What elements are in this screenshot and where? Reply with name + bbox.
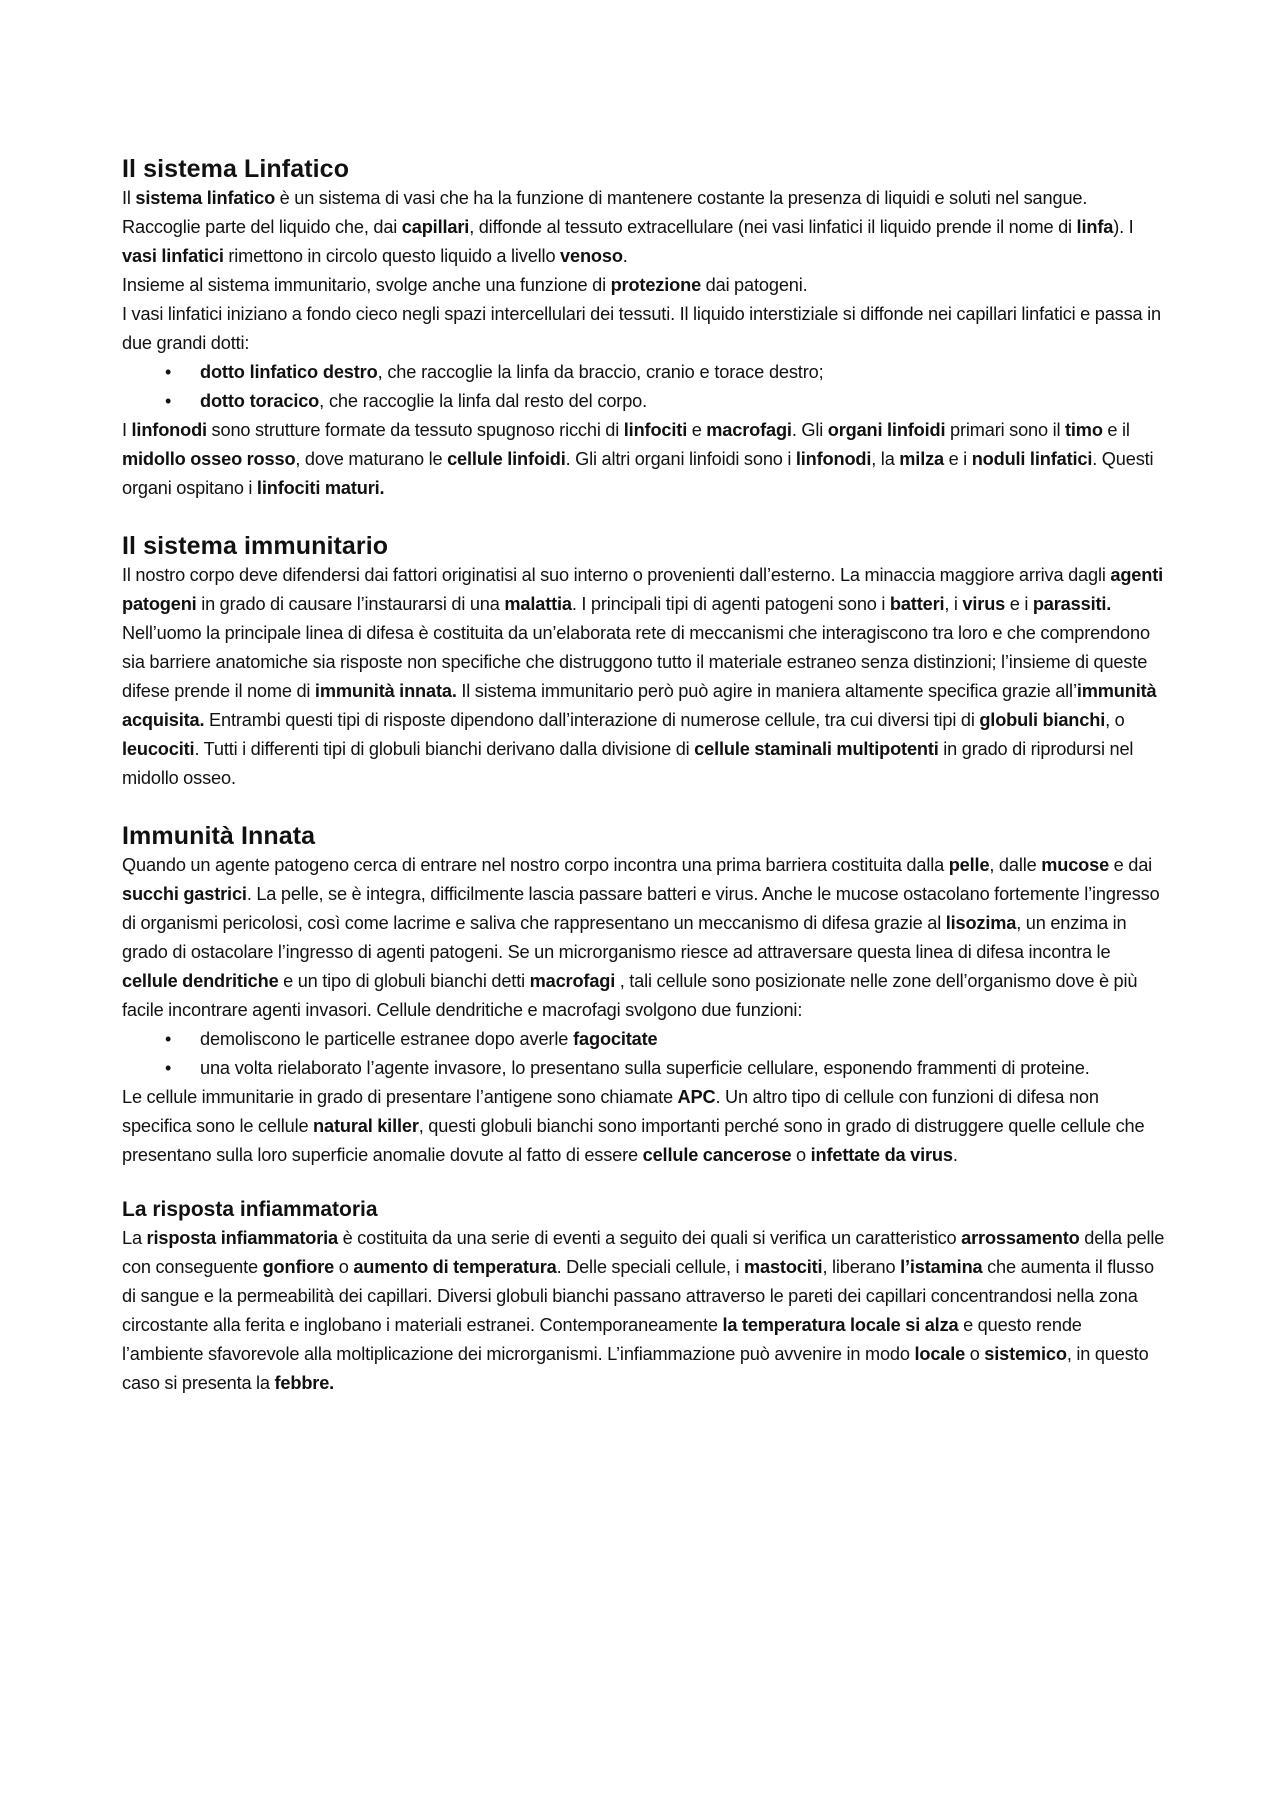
bold-term: immunità acquisita. <box>122 681 1157 730</box>
text-run: , tali cellule sono posizionate nelle zone dell’organismo dove è più facile incontrare agenti invasori. Cellule dendritiche e macrofagi svolgono due funzioni: <box>122 971 1138 1020</box>
bold-term: organi linfoidi <box>827 420 946 440</box>
bold-term: capillari <box>401 217 470 237</box>
text-run: . Delle speciali cellule, i <box>556 1257 744 1277</box>
text-run: Quando un agente patogeno cerca di entrare nel nostro corpo incontra una prima barriera costituita dalla <box>122 855 949 875</box>
text-run: è un sistema di vasi che ha la funzione di mantenere costante la presenza di liquidi e soluti nel sangue. Raccoglie parte del liquido che, dai <box>122 188 1088 237</box>
bold-term: gonfiore <box>262 1257 335 1277</box>
bold-term: dotto toracico <box>200 391 320 411</box>
bold-term: sistema linfatico <box>135 188 276 208</box>
bold-term: vasi linfatici <box>122 246 224 266</box>
text-run: , questi globuli bianchi sono importanti perché sono in grado di distruggere quelle cellule che presentano sulla loro superficie anomalie dovute al fatto di essere <box>122 1116 1145 1165</box>
text-run: , in questo caso si presenta la <box>122 1344 1149 1393</box>
paragraph-infiammatoria <box>122 1224 1167 1398</box>
bold-term: la temperatura locale si alza <box>722 1315 959 1335</box>
heading-sistema-immunitario: Il sistema immunitario <box>122 532 389 560</box>
bold-term: mastociti <box>743 1257 823 1277</box>
bold-term: malattia <box>504 594 572 614</box>
text-run: , liberano <box>822 1257 901 1277</box>
list-item <box>165 1025 1167 1054</box>
text-run: e i <box>944 449 972 469</box>
bold-term: linfa <box>1076 217 1114 237</box>
text-run: . <box>622 246 628 266</box>
bold-term: macrofagi <box>706 420 792 440</box>
bold-term: risposta infiammatoria <box>146 1228 339 1248</box>
bold-term: linfociti maturi. <box>256 478 385 498</box>
heading-immunita-innata: Immunità Innata <box>122 822 316 850</box>
text-run: . Tutti i differenti tipi di globuli bianchi derivano dalla divisione di <box>194 739 695 759</box>
bold-term: milza <box>899 449 945 469</box>
text-run: dai patogeni. <box>701 275 808 295</box>
bold-term: venoso <box>560 246 623 266</box>
section-immunita-innata <box>122 821 1167 1170</box>
text-run: Il nostro corpo deve difendersi dai fattori originatisi al suo interno o provenienti dall’esterno. La minaccia maggiore arriva dagli <box>122 565 1111 585</box>
section-risposta-infiammatoria <box>122 1196 1167 1398</box>
text-run: o <box>334 1257 354 1277</box>
bold-term: lisozima <box>945 913 1017 933</box>
heading-sistema-linfatico: Il sistema Linfatico <box>122 155 350 183</box>
text-run: sono strutture formate da tessuto spugnoso ricchi di <box>206 420 624 440</box>
text-run: e <box>687 420 707 440</box>
text-run: e questo rende l’ambiente sfavorevole alla moltiplicazione dei microrganismi. L’infiammazione può avvenire in modo <box>122 1315 1082 1364</box>
bold-term: pelle <box>948 855 990 875</box>
heading-risposta-infiammatoria: La risposta infiammatoria <box>122 1198 378 1221</box>
text-run: e un tipo di globuli bianchi detti <box>278 971 530 991</box>
bold-term: cellule cancerose <box>642 1145 792 1165</box>
bold-term: parassiti. <box>1032 594 1112 614</box>
text-run: , o <box>1105 710 1125 730</box>
text-run: Il sistema immunitario però può agire in maniera altamente specifica grazie all’ <box>456 681 1077 701</box>
section-sistema-immunitario <box>122 531 1167 793</box>
bold-term: febbre. <box>274 1373 335 1393</box>
bold-term: noduli linfatici <box>971 449 1093 469</box>
text-run: ). I <box>1113 217 1134 237</box>
bold-term: cellule dendritiche <box>122 971 279 991</box>
text-run: . I principali tipi di agenti patogeni sono i <box>571 594 890 614</box>
text-run: , dalle <box>989 855 1042 875</box>
text-run: Insieme al sistema immunitario, svolge anche una funzione di <box>122 275 611 295</box>
text-run: della pelle con conseguente <box>122 1228 1165 1277</box>
text-run: in grado di riprodursi nel midollo osseo. <box>122 739 1134 788</box>
bold-term: dotto linfatico destro <box>200 362 378 382</box>
text-run: demoliscono le particelle estranee dopo averle <box>200 1029 574 1049</box>
bold-term: linfonodi <box>131 420 207 440</box>
bullet-icon: • <box>165 1029 172 1049</box>
bold-term: macrofagi <box>529 971 616 991</box>
document-page <box>122 154 1167 1398</box>
text-run: La <box>122 1228 147 1248</box>
text-run: primari sono il <box>945 420 1065 440</box>
text-run: Entrambi questi tipi di risposte dipendono dall’interazione di numerose cellule, tra cui diversi tipi di <box>204 710 980 730</box>
bold-term: batteri <box>889 594 945 614</box>
bold-term: immunità innata. <box>314 681 457 701</box>
text-run: I vasi linfatici iniziano a fondo cieco negli spazi intercellulari dei tessuti. Il liquido interstiziale si diffonde nei capillari linfatici e passa in due grandi dotti: <box>122 304 1161 353</box>
bold-term: fagocitate <box>573 1029 658 1049</box>
bold-term: linfonodi <box>795 449 872 469</box>
paragraph-innata-intro <box>122 851 1167 1025</box>
bold-term: linfociti <box>623 420 688 440</box>
text-run: Le cellule immunitarie in grado di presentare l’antigene sono chiamate <box>122 1087 678 1107</box>
list-item <box>165 358 1167 387</box>
bold-term: locale <box>914 1344 966 1364</box>
bold-term: aumento di temperatura <box>353 1257 557 1277</box>
text-run: I <box>122 420 132 440</box>
text-run: una volta rielaborato l’agente invasore, lo presentano sulla superficie cellulare, esponendo frammenti di proteine. <box>200 1058 1090 1078</box>
text-run: , i <box>944 594 963 614</box>
text-run: , un enzima in grado di ostacolare l’ingresso di agenti patogeni. Se un microrganismo riesce ad attraversare questa linea di difesa incontra le <box>122 913 1127 962</box>
text-run: , che raccoglie la linfa da braccio, cranio e torace destro; <box>377 362 824 382</box>
text-run: Il <box>122 188 136 208</box>
bold-term: protezione <box>610 275 702 295</box>
bold-term: arrossamento <box>961 1228 1080 1248</box>
list-funzioni <box>122 1025 1167 1083</box>
text-run: . Questi organi ospitano i <box>122 449 1154 498</box>
text-run: in grado di causare l’instaurarsi di una <box>196 594 505 614</box>
bullet-icon: • <box>165 1058 172 1078</box>
text-run: . Un altro tipo di cellule con funzioni di difesa non specifica sono le cellule <box>122 1087 1099 1136</box>
bold-term: agenti patogeni <box>122 565 1164 614</box>
text-run: , la <box>871 449 900 469</box>
text-run: . Gli altri organi linfoidi sono i <box>565 449 796 469</box>
bold-term: l’istamina <box>900 1257 983 1277</box>
list-item <box>165 387 1167 416</box>
paragraph-linfonodi <box>122 416 1167 503</box>
text-run: rimettono in circolo questo liquido a livello <box>223 246 561 266</box>
paragraph-linfatico-intro <box>122 184 1167 358</box>
text-run: è costituita da una serie di eventi a seguito dei quali si verifica un caratteristico <box>338 1228 962 1248</box>
bold-term: cellule linfoidi <box>447 449 566 469</box>
bullet-icon: • <box>165 362 172 382</box>
text-run: . <box>952 1145 958 1165</box>
text-run: , che raccoglie la linfa dal resto del corpo. <box>319 391 648 411</box>
text-run: e i <box>1005 594 1033 614</box>
bold-term: sistemico <box>984 1344 1067 1364</box>
bold-term: infettate da virus <box>810 1145 953 1165</box>
bold-term: timo <box>1064 420 1103 440</box>
bullet-icon: • <box>165 391 172 411</box>
text-run: e il <box>1102 420 1130 440</box>
bold-term: virus <box>962 594 1006 614</box>
bold-term: globuli bianchi <box>979 710 1106 730</box>
bold-term: succhi gastrici <box>122 884 247 904</box>
bold-term: natural killer <box>313 1116 419 1136</box>
bold-term: cellule staminali multipotenti <box>694 739 939 759</box>
text-run: o <box>791 1145 811 1165</box>
text-run: , dove maturano le <box>295 449 448 469</box>
section-sistema-linfatico <box>122 154 1167 503</box>
text-run: , diffonde al tessuto extracellulare (nei vasi linfatici il liquido prende il nome di <box>469 217 1077 237</box>
text-run: . Gli <box>791 420 828 440</box>
paragraph-apc <box>122 1083 1167 1170</box>
bold-term: midollo osseo rosso <box>122 449 296 469</box>
bold-term: leucociti <box>122 739 195 759</box>
text-run: e dai <box>1109 855 1153 875</box>
paragraph-immunitario <box>122 561 1167 793</box>
bold-term: mucose <box>1041 855 1110 875</box>
list-dotti-linfatici <box>122 358 1167 416</box>
text-run: . La pelle, se è integra, difficilmente lascia passare batteri e virus. Anche le mucose ostacolano fortemente l’ingresso di organismi pericolosi, così come lacrime e saliva che rappresentano un meccanismo di difesa grazie al <box>122 884 1160 933</box>
text-run: che aumenta il flusso di sangue e la permeabilità dei capillari. Diversi globuli bianchi passano attraverso le pareti dei capillari concentrandosi nella zona circostante alla ferita e inglobano i materiali estranei. Contemporaneamente <box>122 1257 1154 1335</box>
text-run: Nell’uomo la principale linea di difesa è costituita da un’elaborata rete di meccanismi che interagiscono tra loro e che comprendono sia barriere anatomiche sia risposte non specifiche che distruggono tutto il materiale estraneo senza distinzioni; l’insieme di queste difese prende il nome di <box>122 623 1150 701</box>
bold-term: APC <box>677 1087 716 1107</box>
text-run: o <box>965 1344 985 1364</box>
list-item <box>165 1054 1167 1083</box>
